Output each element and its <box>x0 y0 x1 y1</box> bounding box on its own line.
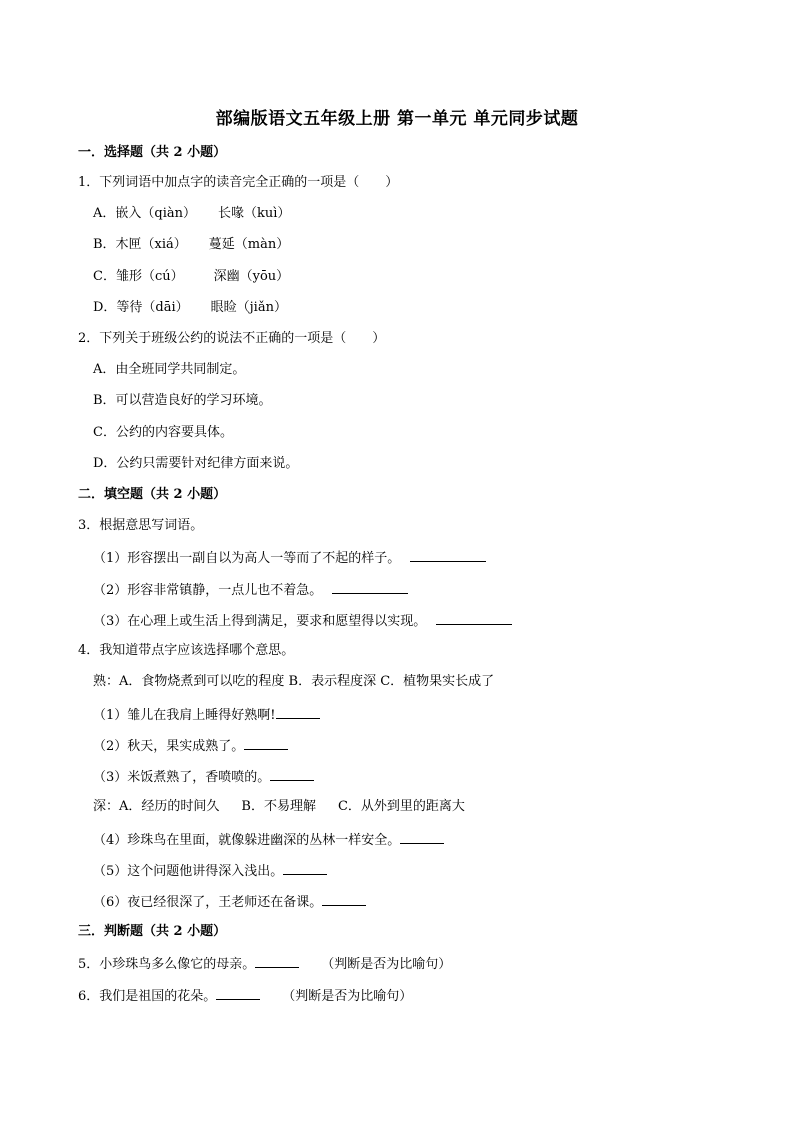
answer-blank[interactable] <box>276 705 320 719</box>
question-3-item-3 <box>93 611 512 631</box>
item-text: （2）秋天，果实成熟了。 <box>93 739 245 754</box>
item-text: （3）在心理上或生活上得到满足，要求和愿望得以实现。 <box>93 614 427 629</box>
answer-blank[interactable] <box>436 611 512 625</box>
question-4-item-1 <box>93 705 320 725</box>
judge-note: （判断是否为比喻句） <box>282 989 413 1004</box>
item-text: 6．我们是祖国的花朵。 <box>78 989 217 1004</box>
question-2-option-b: B．可以营造良好的学习环境。 <box>93 393 272 408</box>
item-text: （1）形容摆出一副自以为高人一等而了不起的样子。 <box>93 551 401 566</box>
question-4-item-3 <box>93 767 314 787</box>
option-b-word-1: B．木匣（xiá） <box>93 237 187 252</box>
question-4-stem: 4．我知道带点字应该选择哪个意思。 <box>78 643 295 658</box>
answer-blank[interactable] <box>400 830 444 844</box>
question-2-option-c: C．公约的内容要具体。 <box>93 425 233 440</box>
shen-option-b: B．不易理解 <box>241 799 316 814</box>
option-a-word-2: 长喙（kuì） <box>218 206 291 221</box>
question-1-option-a <box>93 205 290 223</box>
question-1-option-c <box>93 268 289 286</box>
question-2-option-d: D．公约只需要针对纪律方面来说。 <box>93 456 299 471</box>
section-header-judge: 三．判断题（共 2 小题） <box>78 924 227 939</box>
item-text: （3）米饭煮熟了，香喷喷的。 <box>93 770 271 785</box>
question-2-stem: 2．下列关于班级公约的说法不正确的一项是（ ） <box>78 331 386 346</box>
option-c-word-2: 深幽（yōu） <box>213 269 290 284</box>
answer-blank[interactable] <box>244 736 288 750</box>
answer-blank[interactable] <box>270 767 314 781</box>
option-d-word-2: 眼睑（jiǎn） <box>210 300 287 315</box>
question-3-item-1 <box>93 548 486 568</box>
question-4-item-2 <box>93 736 288 756</box>
question-2-option-a: A．由全班同学共同制定。 <box>93 362 246 377</box>
page-title: 部编版语文五年级上册 第一单元 单元同步试题 <box>215 109 579 129</box>
question-1-option-d <box>93 299 287 317</box>
question-1-option-b <box>93 236 289 254</box>
item-text: 5．小珍珠鸟多么像它的母亲。 <box>78 957 256 972</box>
item-text: （4）珍珠鸟在里面，就像躲进幽深的丛林一样安全。 <box>93 833 401 848</box>
judge-note: （判断是否为比喻句） <box>321 957 452 972</box>
section-header-choice: 一．选择题（共 2 小题） <box>78 145 227 160</box>
answer-blank[interactable] <box>216 986 260 1000</box>
option-c-word-1: C．雏形（cú） <box>93 269 184 284</box>
question-3-stem: 3．根据意思写词语。 <box>78 518 204 533</box>
item-text: （6）夜已经很深了，王老师还在备课。 <box>93 895 323 910</box>
question-5 <box>78 954 451 974</box>
answer-blank[interactable] <box>322 892 366 906</box>
shu-definitions: 熟：A．食物烧煮到可以吃的程度 B．表示程度深 C．植物果实长成了 <box>93 674 495 689</box>
answer-blank[interactable] <box>255 954 299 968</box>
shen-option-a: 深：A．经历的时间久 <box>93 799 220 814</box>
shen-definitions <box>93 798 465 816</box>
question-1-stem: 1．下列词语中加点字的读音完全正确的一项是（ ） <box>78 175 399 190</box>
item-text: （5）这个问题他讲得深入浅出。 <box>93 864 284 879</box>
question-4-item-5 <box>93 861 327 881</box>
shen-option-c: C．从外到里的距离大 <box>337 799 465 814</box>
question-3-item-2 <box>93 580 408 600</box>
answer-blank[interactable] <box>332 580 408 594</box>
section-header-fill: 二．填空题（共 2 小题） <box>78 487 227 502</box>
question-4-item-6 <box>93 892 366 912</box>
item-text: （1）雏儿在我肩上睡得好熟啊! <box>93 708 276 723</box>
question-4-item-4 <box>93 830 444 850</box>
option-a-word-1: A．嵌入（qiàn） <box>93 206 196 221</box>
option-d-word-1: D．等待（dāi） <box>93 300 189 315</box>
option-b-word-2: 蔓延（màn） <box>208 237 290 252</box>
item-text: （2）形容非常镇静，一点儿也不着急。 <box>93 583 323 598</box>
answer-blank[interactable] <box>410 548 486 562</box>
question-6 <box>78 986 412 1006</box>
answer-blank[interactable] <box>283 861 327 875</box>
